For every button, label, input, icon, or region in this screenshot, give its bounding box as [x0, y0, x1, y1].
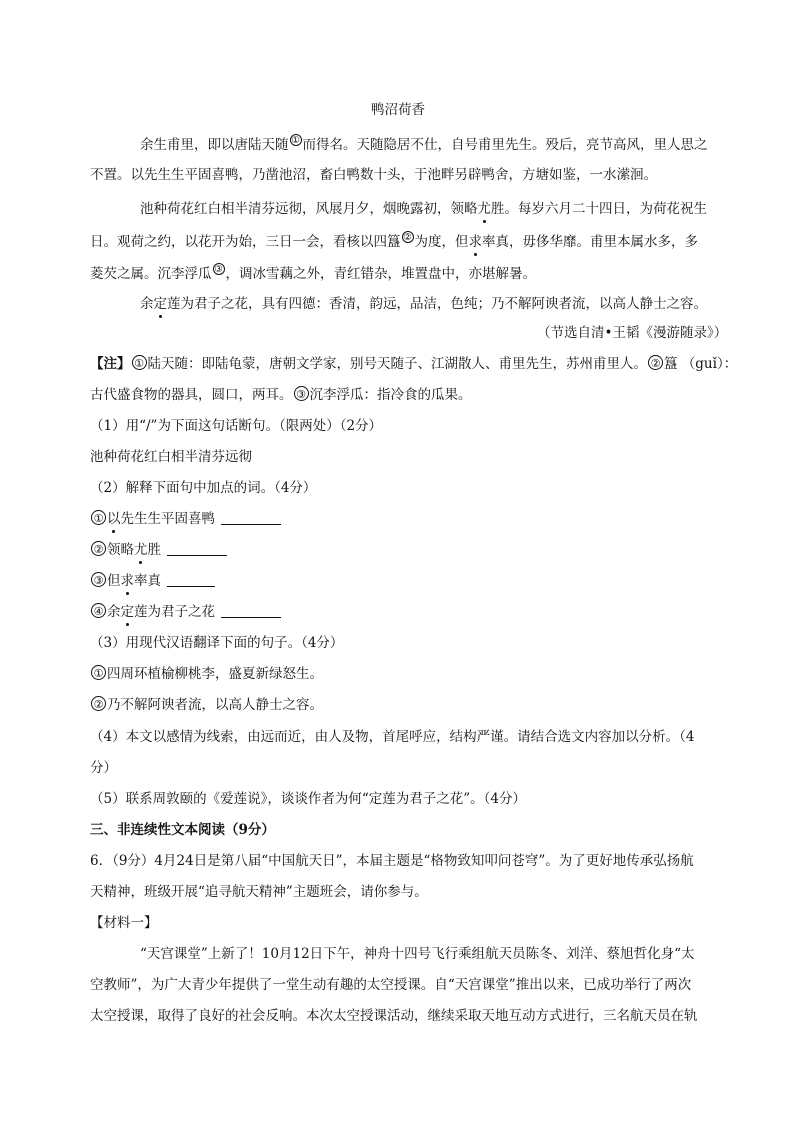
question-2-item-4: ④ 余定莲为君子之花 [90, 602, 281, 622]
question-6-line-1: 6．（9分）4月24日是第八届“中国航天日”，本届主题是“格物致知叩问苍穹”。为了更好地传承弘扬航 [90, 853, 694, 869]
passage-paragraph-2-line-1: 池种荷花红白相半清芬远彻，风展月夕，烟晚露初，领略尤胜。每岁六月二十四日，为荷花祝生 [140, 201, 707, 217]
dotted-word: 尤 [134, 542, 148, 558]
material-1-line-2: 空教师”，为广大青少年提供了一堂生动有趣的太空授课。自“天宫课堂”推出以来，已成功举行了两次 [90, 977, 692, 993]
footnote-marker-3: ③ [214, 264, 223, 275]
passage-paragraph-3: 余定莲为君子之花，具有四德：香清，韵远，品洁，色纯；乃不解阿谀者流，以高人静士之容。 [140, 296, 707, 312]
question-2-prompt: （2）解释下面句中加点的词。（4分） [90, 480, 317, 496]
section-heading: 三、非连续性文本阅读（9分） [90, 822, 275, 838]
annotation-line-2: 古代盛食物的器具，圆口，两耳。 ③ 沉李浮瓜：指冷食的瓜果。 [90, 387, 472, 403]
dotted-word: 定 [153, 296, 167, 312]
note-marker-1: ① [132, 355, 147, 370]
question-3-item-2: ② 乃不解阿谀者流，以高人静士之容。 [90, 695, 323, 715]
question-3-prompt: （3）用现代汉语翻译下面的句子。（4分） [90, 635, 344, 651]
note-marker-2: ② [648, 355, 663, 370]
material-1-line-1: “天宫课堂”上新了！10月12日下午，神舟十四号飞行乘组航天员陈冬、刘洋、蔡旭哲化身“太 [140, 946, 695, 962]
answer-blank[interactable] [167, 541, 227, 556]
passage-title: 鸭沼荷香 [371, 102, 425, 118]
answer-blank[interactable] [221, 603, 281, 618]
note-marker-3: ③ [294, 386, 309, 401]
question-5: （5）联系周敦颐的《爱莲说》，谈谈作者为何“定莲为君子之花”。（4分） [90, 791, 526, 807]
answer-blank[interactable] [167, 572, 215, 587]
passage-paragraph-2-line-3: 菱芡之属。沉李浮瓜 ③ ，调冰雪藕之外，青红错杂，堆置盘中，亦堪解暑。 [90, 264, 536, 282]
dotted-word: 求 [120, 573, 134, 589]
material-1-label: 【材料一】 [90, 915, 158, 931]
answer-blank[interactable] [221, 510, 281, 525]
question-4-line-2: 分） [90, 760, 117, 776]
passage-source: （节选自清•王韬《漫游随录》） [537, 325, 728, 341]
passage-paragraph-2-line-2: 日。观荷之约，以花开为始，三日一会，看核以四簋 ② 为度，但求率真，毋侈华靡。甫里本属水多，多 [90, 232, 698, 250]
question-1-prompt: （1）用“/”为下面这句话断句。（限两处）（2分） [90, 418, 383, 434]
footnote-marker-2: ② [403, 232, 412, 243]
question-4-line-1: （4）本文以感情为线索，由远而近，由人及物，首尾呼应，结构严谨。请结合选文内容加以分析。（4 [90, 729, 695, 745]
dotted-word: 以 [107, 511, 121, 527]
question-2-item-2: ② 领略尤胜 [90, 540, 227, 560]
question-1-sentence: 池种荷花红白相半清芬远彻 [90, 449, 252, 465]
material-1-line-3: 太空授课，取得了良好的社会反响。本次太空授课活动，继续采取天地互动方式进行，三名航天员在轨 [90, 1008, 698, 1024]
passage-paragraph-1-line-1: 余生甫里，即以唐陆天随 ① 而得名。天随隐居不仕，自号甫里先生。殁后，亮节高风，里人思之 [140, 135, 708, 153]
question-3-item-1: ① 四周环植榆柳桃李，盛夏新绿怒生。 [90, 664, 323, 684]
question-2-item-1: ① 以先生生平固喜鸭 [90, 509, 281, 529]
dotted-word: 求 [468, 234, 482, 250]
footnote-marker-1: ① [291, 135, 300, 146]
question-6-line-2: 天精神，班级开展“追寻航天精神”主题班会，请你参与。 [90, 884, 428, 900]
question-2-item-3: ③ 但求率真 [90, 571, 215, 591]
passage-paragraph-1-line-2: 不置。以先生生平固喜鸭，乃凿池沼，畜白鸭数十头，于池畔另辟鸭舍，方塘如鉴，一水潆洄。 [90, 167, 657, 183]
dotted-word: 定 [120, 604, 134, 620]
annotation-line-1: 【注】 ① 陆天随：即陆龟蒙，唐朝文学家，别号天随子、江湖散人、甫里先生，苏州甫里人。 ② 簋 （guǐ）： [90, 356, 738, 372]
dotted-word: 尤 [477, 201, 491, 217]
